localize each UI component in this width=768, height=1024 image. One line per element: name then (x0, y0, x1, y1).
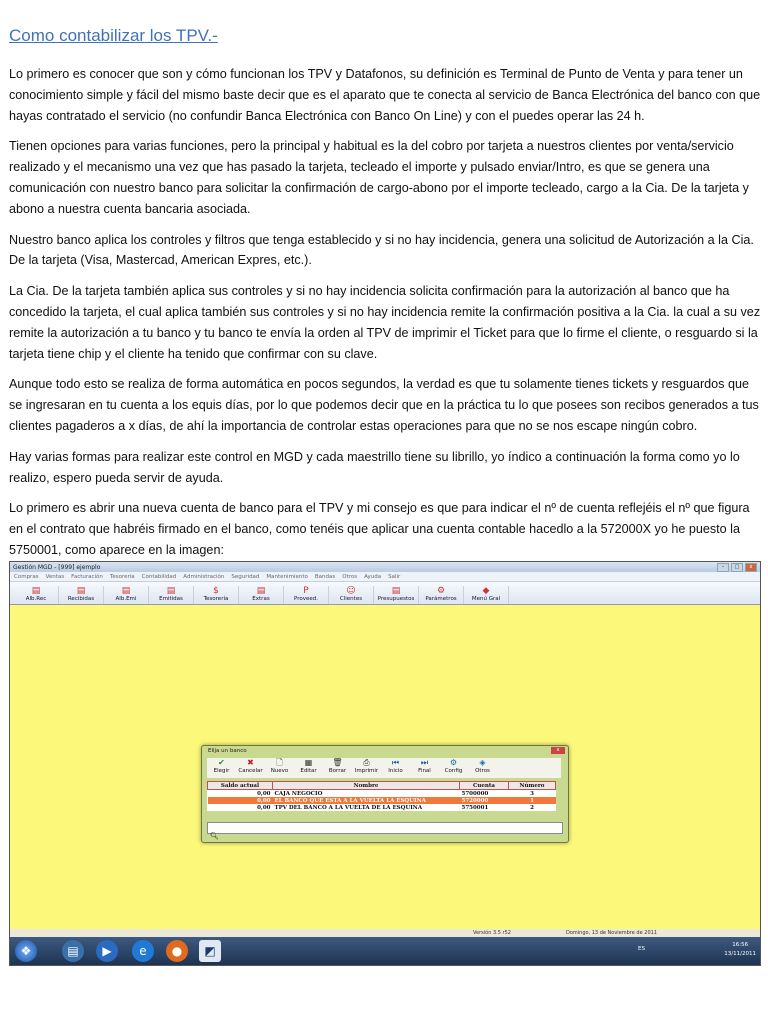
toolbar-button-emitidas[interactable] (149, 586, 194, 604)
document-icon: ▤ (256, 586, 266, 596)
cell-nombre: EL BANCO QUE ESTA A LA VUELTA LA ESQUINA (273, 797, 460, 804)
menu-item-ventas[interactable]: Ventas (45, 573, 65, 580)
window-title: Gestión MGD - [999] ejemplo (13, 563, 101, 571)
workspace (10, 605, 760, 929)
cell-saldo: 0,00 (208, 797, 273, 804)
column-header-numero[interactable]: Número (509, 782, 556, 790)
dialog-button-inicio[interactable] (381, 758, 410, 778)
toolbar-button-label: Menú Gral (471, 596, 501, 602)
cell-numero: 1 (509, 797, 556, 804)
inicio-icon: ⏮ (391, 758, 400, 767)
toolbar-button-label: Tesorería (203, 596, 229, 602)
paragraph-7: Lo primero es abrir una nueva cuenta de banco para el TPV y mi consejo es que para indicar el nº de cuenta reflejéis el nº que figura en el contrato que habréis firmado en el banco, como tenéis que aplicar una cuenta contable hacedlo a la 572000X yo he puesto la 5750001, como aparece en la imagen: (9, 501, 750, 557)
toolbar-button-clientes[interactable] (329, 586, 374, 604)
paragraph-4: La Cia. De la tarjeta también aplica sus controles y si no hay incidencia solicita confirmación para la autorización al banco que ha concedido la tarjeta, el cual aplica también sus controles y si no hay incidencia remite la confirmación positiva a la Cia. la cual a su vez remite la autorización a tu banco y tu banco te envía la orden al TPV de imprimir el Ticket para que lo firme el cliente, o resguardo si la tarjeta tiene chip y el cliente ha tenido que confirmar con su clave. (9, 284, 761, 361)
elegir-icon: ✔ (218, 758, 225, 767)
status-date: Domingo, 13 de Noviembre de 2011 (566, 930, 657, 936)
toolbar-button-extras[interactable] (239, 586, 284, 604)
dialog-close-button[interactable]: x (551, 747, 565, 754)
dialog-button-elegir[interactable] (207, 758, 236, 778)
search-icon: 🔍︎ (210, 832, 219, 840)
cell-saldo: 0,00 (257, 790, 271, 797)
version-label: Versión 3.5 r52 (473, 930, 511, 936)
toolbar-button-label: Clientes (339, 596, 363, 602)
file-explorer-icon[interactable]: ▤ (62, 940, 84, 962)
dialog-button-nuevo[interactable] (265, 758, 294, 778)
otros-icon: ◈ (479, 758, 486, 767)
maximize-button[interactable]: □ (731, 563, 743, 572)
clock-time: 16:56 (732, 942, 749, 948)
imprimir-icon: ⎙ (363, 758, 370, 767)
toolbar-button-proveed-[interactable] (284, 586, 329, 604)
dialog-toolbar (207, 758, 561, 778)
close-button[interactable]: x (745, 563, 757, 572)
editar-icon: ▦ (304, 758, 313, 767)
table-header-row (208, 782, 556, 790)
document-icon: ▤ (166, 586, 176, 596)
cell-cuenta: 5750001 (461, 804, 489, 811)
table-row[interactable] (208, 797, 556, 804)
main-toolbar (10, 582, 760, 605)
taskbar (10, 937, 760, 965)
config-icon: ⚙ (449, 758, 458, 767)
toolbar-button-label: Parámetros (425, 596, 457, 602)
cell-saldo: 0,00 (257, 804, 271, 811)
mgd-app-icon[interactable]: ◩ (199, 940, 221, 962)
bank-picker-dialog (201, 745, 569, 843)
paragraph-2: Tienen opciones para varias funciones, pero la principal y habitual es la del cobro por tarjeta a nuestros clientes por venta/servicio realizado y el mecanismo una vez que has pasado la tarjeta, tecleado el importe y pulsado enviar/Intro, es que se genera una comunicación con nuestro banco para solicitar la confirmación de cargo-abono por el importe tecleado, cargo a la Cia. De la tarjeta y abono a nuestra cuenta bancaria asociada. (9, 139, 749, 216)
menu-item-facturaci-n[interactable]: Facturación (71, 573, 103, 580)
start-button-icon[interactable]: ❖ (15, 940, 37, 962)
dialog-button-label: Inicio (388, 768, 403, 774)
language-indicator[interactable]: ES (638, 946, 645, 952)
paragraph-6: Hay varias formas para realizar este control en MGD y cada maestrillo tiene su librillo, yo índico a continuación la forma como yo lo realizo, espero pueda servir de ayuda. (9, 449, 740, 485)
cancelar-icon: ✖ (247, 758, 254, 767)
borrar-icon: 🗑 (332, 758, 343, 767)
menu-item-tesorer-a[interactable]: Tesorería (109, 573, 135, 580)
cell-numero: 3 (530, 790, 534, 797)
table-row[interactable] (208, 804, 556, 811)
dialog-button-config[interactable] (439, 758, 468, 778)
column-header-saldo[interactable]: Saldo actual (208, 782, 273, 790)
toolbar-button-label: Proveed. (294, 596, 318, 602)
toolbar-button-label: Presupuestos (377, 596, 415, 602)
internet-explorer-icon[interactable]: e (132, 940, 154, 962)
system-clock[interactable] (724, 941, 756, 959)
money-icon: $ (213, 586, 219, 596)
menu-item-compras[interactable]: Compras (14, 573, 39, 580)
dialog-button-imprimir[interactable] (352, 758, 381, 778)
document (9, 26, 761, 571)
toolbar-button-tesorer-a[interactable] (194, 586, 239, 604)
dialog-button-borrar[interactable] (323, 758, 352, 778)
status-bar (10, 929, 760, 937)
dialog-button-label: Imprimir (354, 768, 379, 774)
dialog-button-cancelar[interactable] (236, 758, 265, 778)
toolbar-button-label: Extras (252, 596, 270, 602)
menu-item-seguridad[interactable]: Seguridad (231, 573, 260, 580)
bank-table (207, 781, 556, 811)
cell-numero: 2 (530, 804, 534, 811)
dialog-button-editar[interactable] (294, 758, 323, 778)
toolbar-button-presupuestos[interactable] (374, 586, 419, 604)
toolbar-button-par-metros[interactable] (419, 586, 464, 604)
toolbar-button-recibidas[interactable] (59, 586, 104, 604)
dialog-button-label: Borrar (328, 768, 347, 774)
toolbar-button-alb-rec[interactable] (14, 586, 59, 604)
dialog-button-otros[interactable] (468, 758, 497, 778)
firefox-icon[interactable]: ● (166, 940, 188, 962)
paragraph-5: Aunque todo esto se realiza de forma automática en pocos segundos, la verdad es que tu solamente tienes tickets y resguardos que se ingresaran en tu cuenta a los equis días, por lo que podemos decir que en la práctica tu lo que posees son recibos generados a tus clientes pagaderos a x días, de ahí la importancia de controlar estas operaciones para que no se nos escape ningún cobro. (9, 377, 759, 433)
clock-date: 13/11/2011 (724, 951, 756, 957)
cell-cuenta: 5720000 (460, 797, 509, 804)
dialog-button-label: Editar (300, 768, 317, 774)
toolbar-button-men-gral[interactable] (464, 586, 509, 604)
dialog-button-label: Nuevo (270, 768, 289, 774)
dialog-button-final[interactable] (410, 758, 439, 778)
dialog-title: Elija un banco (208, 747, 247, 754)
toolbar-button-label: Emitidas (159, 596, 183, 602)
menu-item-contabilidad[interactable]: Contabilidad (141, 573, 177, 580)
toolbar-button-label: Alb.Emi (115, 596, 137, 602)
clients-icon: ☺ (346, 586, 356, 596)
dialog-button-label: Final (418, 768, 431, 774)
window-titlebar (10, 562, 760, 572)
dialog-titlebar (202, 746, 568, 755)
dialog-button-label: Cancelar (238, 768, 263, 774)
embedded-screenshot (9, 561, 761, 966)
cell-nombre: CAJA NEGOCIO (274, 790, 323, 797)
toolbar-button-label: Recibidas (67, 596, 95, 602)
column-header-cuenta[interactable]: Cuenta (460, 782, 509, 790)
windows-media-icon[interactable]: ▶ (96, 940, 118, 962)
menu-item-salir[interactable]: Salir (388, 573, 401, 580)
table-row[interactable] (208, 790, 556, 798)
dialog-button-label: Elegir (213, 768, 230, 774)
menu-bar (10, 572, 760, 582)
menu-item-administraci-n[interactable]: Administración (183, 573, 225, 580)
document-icon: ▤ (391, 586, 401, 596)
settings-icon: ⚙ (436, 586, 446, 596)
menu-item-mantenimiento[interactable]: Mantenimiento (266, 573, 308, 580)
menu-item-bandas[interactable]: Bandas (314, 573, 336, 580)
menu-item-ayuda[interactable]: Ayuda (364, 573, 382, 580)
document-title: Como contabilizar los TPV.- (9, 26, 218, 45)
toolbar-button-alb-emi[interactable] (104, 586, 149, 604)
document-icon: ▤ (76, 586, 86, 596)
toolbar-button-label: Alb.Rec (25, 596, 47, 602)
window-controls (717, 563, 760, 572)
minimize-button[interactable]: – (717, 563, 729, 572)
dialog-search-field[interactable] (207, 822, 563, 840)
cell-cuenta: 5700000 (461, 790, 489, 797)
document-icon: ▤ (121, 586, 131, 596)
menu-icon: ◆ (482, 586, 490, 596)
dialog-button-label: Otros (475, 768, 490, 774)
menu-item-otros[interactable]: Otros (342, 573, 358, 580)
dialog-button-label: Config (444, 768, 463, 774)
paragraph-3: Nuestro banco aplica los controles y filtros que tenga establecido y si no hay incidencia, genera una solicitud de Autorización a la Cia. De la tarjeta (Visa, Mastercad, American Expres, etc.). (9, 232, 754, 268)
document-icon: ▤ (31, 586, 41, 596)
supplier-icon: P (303, 586, 309, 596)
cell-nombre: TPV DEL BANCO A LA VUELTA DE LA ESQUINA (274, 804, 423, 811)
paragraph-1: Lo primero es conocer que son y cómo funcionan los TPV y Datafonos, su definición es Terminal de Punto de Venta y para tener un conocimiento simple y fácil del mismo baste decir que es el aparato que te conecta al servicio de Banca Electrónica del banco con que hayas contratado el servicio (no confundir Banca Electrónica con Banco On Line) y con el puedes operar las 24 h. (9, 67, 761, 123)
column-header-nombre[interactable]: Nombre (273, 782, 460, 790)
nuevo-icon: 🗋 (276, 758, 283, 767)
final-icon: ⏭ (420, 758, 429, 767)
